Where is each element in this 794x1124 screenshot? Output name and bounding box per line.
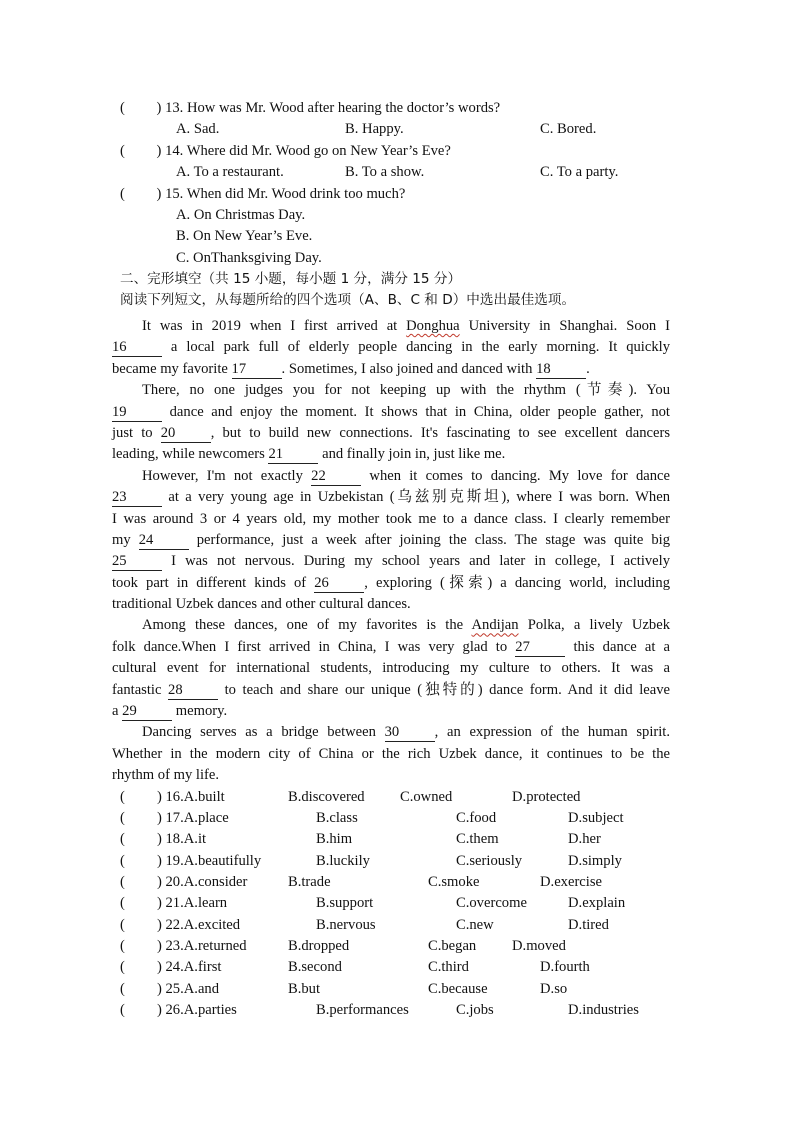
passage-line: took part in different kinds of 26 , exploring (探索) a dancing world, including [112, 574, 670, 591]
blank-27[interactable]: 27 [515, 639, 565, 657]
dance-name: Andijan [471, 617, 519, 634]
option-c[interactable]: C.owned [400, 789, 453, 805]
passage-line: rhythm of my life. [112, 767, 220, 784]
question-15 [120, 184, 405, 205]
option-d[interactable]: D.subject [568, 810, 624, 826]
blank-24[interactable]: 24 [139, 532, 189, 550]
passage-line: There, no one judges you for not keeping up with the rhythm (节奏). You [142, 382, 670, 399]
blank-21[interactable]: 21 [268, 446, 318, 464]
answer-bracket[interactable]: ( [120, 143, 125, 159]
option-a[interactable]: A. To a restaurant. [176, 164, 284, 180]
passage-line: cultural event for international students, introducing my culture to others. It was a [112, 660, 670, 677]
answer-bracket[interactable]: ( [120, 1002, 125, 1018]
section-title: 二、完形填空（共 15 小题，每小题 1 分，满分 15 分） [120, 271, 462, 287]
answer-bracket[interactable]: ( [120, 959, 125, 975]
answer-bracket[interactable]: ( [120, 789, 125, 805]
answer-bracket[interactable]: ( [120, 853, 125, 869]
option-c[interactable]: C.overcome [456, 895, 527, 911]
passage-line: became my favorite 17 . Sometimes, I also joined and danced with 18 . [112, 360, 590, 377]
blank-16[interactable]: 16 [112, 339, 162, 357]
option-a[interactable]: ) 16.A.built [157, 789, 225, 805]
option-a[interactable]: ) 19.A.beautifully [157, 853, 262, 869]
passage-line: However, I'm not exactly 22 when it comes to dancing. My love for dance [142, 467, 670, 484]
option-b[interactable]: B.second [288, 959, 342, 975]
option-d[interactable]: D.so [540, 981, 568, 997]
option-d[interactable]: D.tired [568, 917, 609, 933]
cloze-passage [112, 316, 670, 787]
option-d[interactable]: D.simply [568, 853, 622, 869]
question-stem: 14. Where did Mr. Wood go on New Year’s Eve? [165, 143, 451, 159]
passage-line: 16 a local park full of elderly people dancing in the early morning. It quickly [112, 339, 670, 356]
option-a[interactable]: ) 23.A.returned [157, 938, 247, 954]
option-b[interactable]: B.nervous [316, 917, 376, 933]
option-b[interactable]: B.him [316, 831, 353, 847]
option-c[interactable]: C.seriously [456, 853, 523, 869]
option-b[interactable]: B.luckily [316, 853, 370, 869]
answer-bracket[interactable]: ( [120, 874, 125, 890]
blank-20[interactable]: 20 [161, 425, 211, 443]
option-b[interactable]: B.dropped [288, 938, 350, 954]
option-a[interactable]: A. Sad. [176, 121, 220, 137]
answer-bracket[interactable]: ( [120, 917, 125, 933]
blank-28[interactable]: 28 [168, 682, 218, 700]
option-c[interactable]: C.began [428, 938, 477, 954]
option-b[interactable]: B.class [316, 810, 358, 826]
question-stem: 15. When did Mr. Wood drink too much? [165, 186, 406, 202]
option-b[interactable]: B. To a show. [345, 164, 425, 180]
option-d[interactable]: D.moved [512, 938, 566, 954]
passage-line: folk dance.When I first arrived in China, I was very glad to 27 this dance at a [112, 638, 670, 655]
option-a[interactable]: ) 26.A.parties [157, 1002, 237, 1018]
passage-line: Dancing serves as a bridge between 30 , an expression of the human spirit. [142, 724, 670, 741]
passage-line: 25 I was not nervous. During my school years and later in college, I actively [112, 553, 670, 570]
option-a[interactable]: ) 20.A.consider [157, 874, 248, 890]
option-d[interactable]: D.exercise [540, 874, 602, 890]
bracket-close: ) [156, 143, 162, 159]
place-name: Donghua [406, 318, 460, 334]
option-c[interactable]: C.food [456, 810, 497, 826]
question-14 [120, 141, 451, 162]
answer-bracket[interactable]: ( [120, 938, 125, 954]
option-b[interactable]: B. Happy. [345, 121, 404, 137]
option-c[interactable]: C.jobs [456, 1002, 494, 1018]
bracket-close: ) [156, 186, 162, 202]
option-a[interactable]: ) 25.A.and [157, 981, 220, 997]
option-c[interactable]: C. OnThanksgiving Day. [176, 250, 322, 266]
option-c[interactable]: C.third [428, 959, 469, 975]
option-b[interactable]: B.discovered [288, 789, 365, 805]
option-a[interactable]: ) 21.A.learn [157, 895, 228, 911]
answer-bracket[interactable]: ( [120, 100, 125, 116]
option-c[interactable]: C.smoke [428, 874, 480, 890]
question-13 [120, 98, 500, 119]
option-a[interactable]: A. On Christmas Day. [176, 207, 306, 223]
answer-bracket[interactable]: ( [120, 895, 125, 911]
answer-bracket[interactable]: ( [120, 186, 125, 202]
passage-line: just to 20 , but to build new connections. It's fascinating to see excellent dancers [112, 424, 671, 441]
passage-line: fantastic 28 to teach and share our unique (独特的) dance form. And it did leave [112, 681, 670, 698]
passage-line: Among these dances, one of my favorites is the Andijan Polka, a lively Uzbek [142, 617, 670, 634]
answer-bracket[interactable]: ( [120, 981, 125, 997]
blank-23[interactable]: 23 [112, 489, 162, 507]
option-d[interactable]: D.industries [568, 1002, 639, 1018]
passage-line: Whether in the modern city of China or the rich Uzbek dance, it continues to be the [112, 745, 670, 762]
blank-17[interactable]: 17 [232, 361, 282, 379]
passage-line: traditional Uzbek dances and other cultural dances. [112, 596, 411, 613]
blank-29[interactable]: 29 [122, 703, 172, 721]
passage-line: I was around 3 or 4 years old, my mother took me to a dance class. I clearly remember [112, 510, 670, 527]
section-instruction: 阅读下列短文，从每题所给的四个选项（A、B、C 和 D）中选出最佳选项。 [120, 292, 576, 308]
question-stem: 13. How was Mr. Wood after hearing the doctor’s words? [165, 100, 501, 116]
passage-line: 19 dance and enjoy the moment. It shows that in China, older people gather, not [112, 403, 670, 420]
option-c[interactable]: C. Bored. [540, 121, 597, 137]
option-c[interactable]: C. To a party. [540, 164, 619, 180]
answer-bracket[interactable]: ( [120, 831, 125, 847]
option-c[interactable]: C.them [456, 831, 499, 847]
option-c[interactable]: C.because [428, 981, 488, 997]
option-d[interactable]: D.explain [568, 895, 626, 911]
option-d[interactable]: D.fourth [540, 959, 590, 975]
option-b[interactable]: B.support [316, 895, 374, 911]
passage-line: my 24 performance, just a week after joining the class. The stage was quite big [112, 531, 670, 548]
option-d[interactable]: D.her [568, 831, 601, 847]
blank-25[interactable]: 25 [112, 553, 162, 571]
blank-30[interactable]: 30 [385, 724, 435, 742]
option-a[interactable]: ) 24.A.first [157, 959, 222, 975]
blank-26[interactable]: 26 [314, 575, 364, 593]
passage-line: It was in 2019 when I first arrived at Donghua University in Shanghai. Soon I [142, 318, 670, 334]
passage-line: leading, while newcomers 21 and finally join in, just like me. [112, 446, 506, 463]
bracket-close: ) [156, 100, 162, 116]
option-b[interactable]: B.trade [288, 874, 331, 890]
blank-19[interactable]: 19 [112, 404, 162, 422]
option-a[interactable]: ) 18.A.it [157, 831, 207, 847]
option-c[interactable]: C.new [456, 917, 494, 933]
option-b[interactable]: B. On New Year’s Eve. [176, 228, 313, 244]
blank-22[interactable]: 22 [311, 468, 361, 486]
option-a[interactable]: ) 22.A.excited [157, 917, 241, 933]
option-b[interactable]: B.performances [316, 1002, 409, 1018]
option-b[interactable]: B.but [288, 981, 321, 997]
passage-line: a 29 memory. [112, 703, 228, 720]
blank-18[interactable]: 18 [536, 361, 586, 379]
answer-bracket[interactable]: ( [120, 810, 125, 826]
option-a[interactable]: ) 17.A.place [157, 810, 229, 826]
option-d[interactable]: D.protected [512, 789, 581, 805]
passage-line: 23 at a very young age in Uzbekistan (乌兹别克斯坦), where I was born. When [112, 489, 670, 506]
